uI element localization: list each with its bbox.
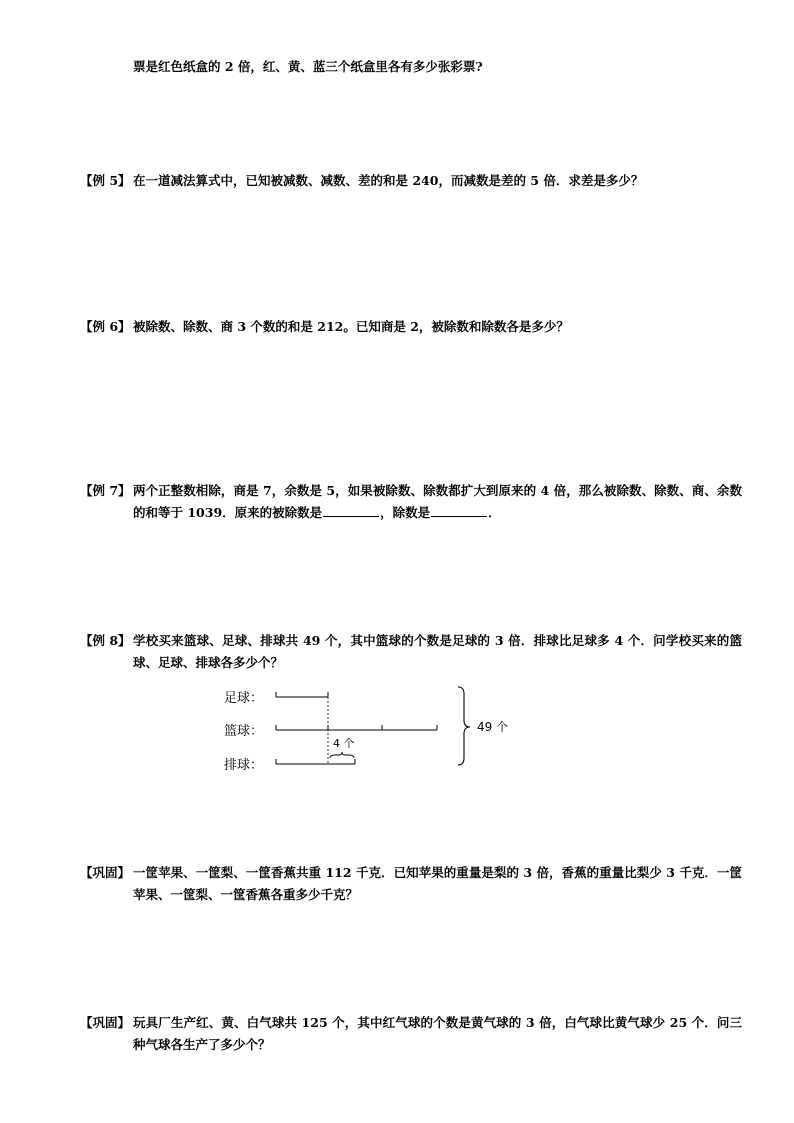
continuation-text <box>80 56 742 78</box>
answer-blank-dividend[interactable] <box>323 503 379 517</box>
volleyball-label: 排球： <box>224 758 264 773</box>
example-5 <box>80 170 742 192</box>
problem-text-part: ． <box>488 505 501 520</box>
line-segment-diagram <box>222 682 522 777</box>
problem-text-part: 两个正整数相除，商是 7，余数是 5，如果被除数、除数都扩大到原来的 4 倍，那么被除数、除数、商、余数的和等于 1039．原来的被除数是 <box>133 483 742 520</box>
problem-text: 票是红色纸盒的 2 倍，红、黄、蓝三个纸盒里各有多少张彩票? <box>133 59 483 74</box>
problem-text: 在一道减法算式中，已知被减数、减数、差的和是 240，而减数是差的 5 倍．求差是多少？ <box>133 173 644 188</box>
problem-text: 学校买来篮球、足球、排球共 49 个，其中篮球的个数是足球的 3 倍．排球比足球多 4 个．问学校买来的篮球、足球、排球各多少个？ <box>133 633 742 670</box>
problem-text: 被除数、除数、商 3 个数的和是 212。已知商是 2，被除数和除数各是多少？ <box>133 319 569 334</box>
problem-text: 玩具厂生产红、黄、白气球共 125 个，其中红气球的个数是黄气球的 3 倍，白气球比黄气球少 25 个．问三种气球各生产了多少个？ <box>133 1015 742 1052</box>
example-7 <box>80 480 742 524</box>
consolidation-tag: 【巩固】 <box>80 1015 131 1030</box>
consolidation-1 <box>80 862 742 906</box>
example-8 <box>80 630 742 674</box>
consolidation-2 <box>80 1012 742 1056</box>
example-tag: 【例 7】 <box>80 483 131 498</box>
extra-count-label: 4 个 <box>333 737 355 750</box>
football-label: 足球： <box>224 691 264 706</box>
total-count-label: 49 个 <box>477 720 509 734</box>
consolidation-tag: 【巩固】 <box>80 865 131 880</box>
answer-blank-divisor[interactable] <box>431 503 487 517</box>
total-brace <box>458 687 470 765</box>
basketball-label: 篮球： <box>224 724 264 739</box>
example-tag: 【例 5】 <box>80 173 131 188</box>
extra-brace <box>330 752 354 758</box>
example-tag: 【例 6】 <box>80 319 131 334</box>
example-6 <box>80 316 742 338</box>
example-tag: 【例 8】 <box>80 633 131 648</box>
problem-text-part: ，除数是 <box>380 505 431 520</box>
problem-text <box>133 480 742 524</box>
problem-text: 一筐苹果、一筐梨、一筐香蕉共重 112 千克．已知苹果的重量是梨的 3 倍，香蕉的重量比梨少 3 千克．一筐苹果、一筐梨、一筐香蕉各重多少千克？ <box>133 865 742 902</box>
